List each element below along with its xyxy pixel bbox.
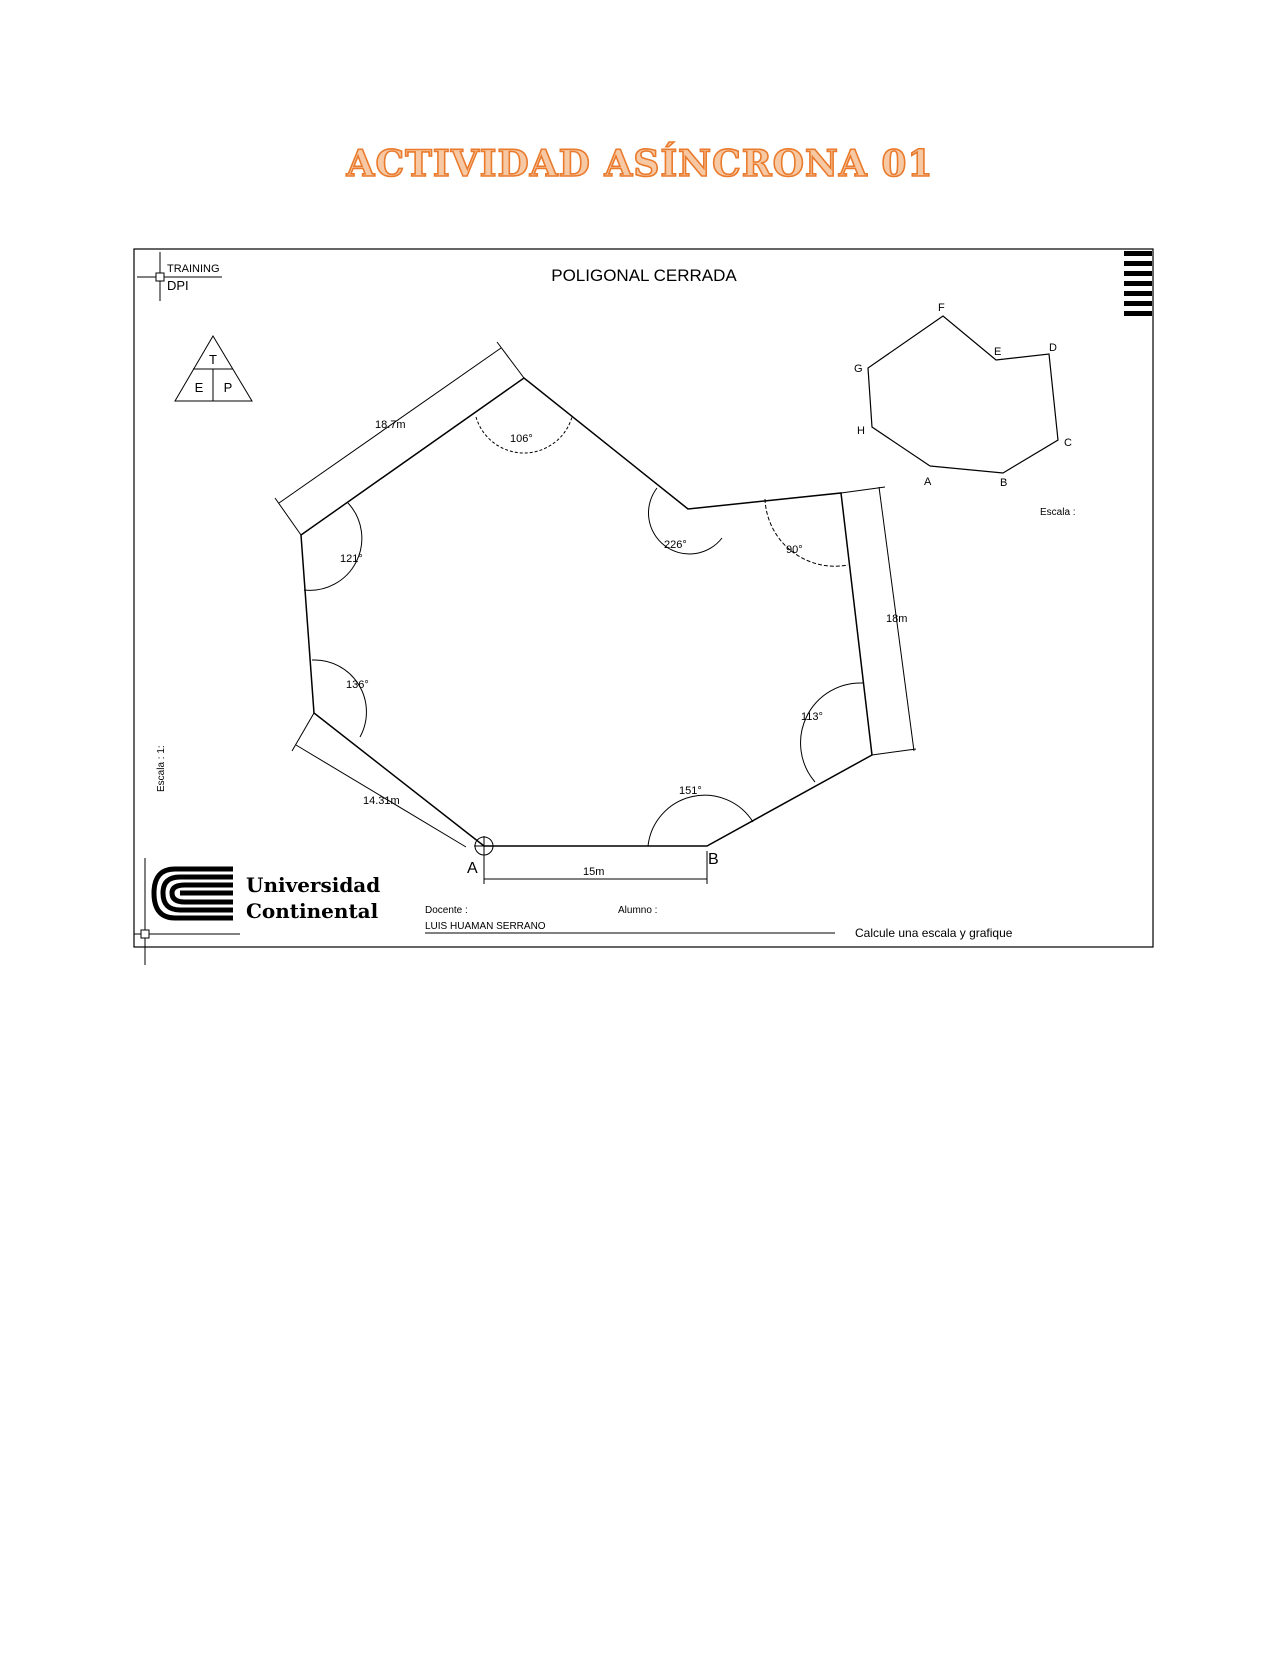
scale-left-label: Escala : 1: (156, 745, 167, 792)
angle-h: 136° (346, 679, 369, 691)
angle-e: 226° (664, 539, 687, 551)
mini-label-a: A (924, 476, 932, 488)
docente-name: LUIS HUAMAN SERRANO (425, 921, 546, 932)
university-logo (154, 869, 233, 918)
angle-arcs (304, 417, 863, 846)
alumno-label: Alumno : (618, 905, 658, 916)
mini-label-e: E (994, 346, 1002, 358)
triangle-e: E (194, 380, 204, 395)
stamp-dpi-text: DPI (167, 278, 189, 293)
logo-line-2: Continental (246, 899, 379, 923)
sheet-title: POLIGONAL CERRADA (551, 266, 737, 285)
length-gf: 18.7m (375, 419, 406, 431)
angle-f: 106° (510, 433, 533, 445)
scale-right-label: Escala : (1040, 507, 1076, 518)
training-stamp (137, 252, 222, 301)
mini-label-h: H (857, 425, 865, 437)
mini-label-g: G (854, 363, 863, 375)
angle-b: 151° (679, 785, 702, 797)
triangle-t: T (209, 352, 217, 367)
length-ab: 15m (583, 866, 605, 878)
mini-label-b: B (1000, 477, 1008, 489)
vertex-label-b: B (708, 851, 719, 868)
docente-label: Docente : (425, 905, 468, 916)
striped-block (1124, 251, 1152, 316)
document-title: ACTIVIDAD ASÍNCRONA 01 (346, 143, 934, 185)
vertex-label-a: A (467, 860, 478, 877)
angle-g: 121° (340, 553, 363, 565)
length-cd: 18m (886, 613, 908, 625)
mini-label-d: D (1049, 342, 1057, 354)
mini-label-c: C (1064, 437, 1072, 449)
angle-c: 113° (801, 711, 823, 723)
length-ah: 14.31m (363, 795, 400, 807)
mini-polygon (868, 316, 1058, 473)
start-point-marker (474, 836, 494, 856)
stamp-training-text: TRAINING (167, 263, 220, 275)
main-polygon (301, 378, 872, 846)
angle-d: 90° (786, 544, 803, 556)
tep-triangle (175, 336, 252, 401)
logo-line-1: Universidad (246, 873, 381, 897)
instruction-text: Calcule una escala y grafique (855, 926, 1013, 940)
mini-label-f: F (938, 302, 945, 314)
triangle-p: P (223, 380, 233, 395)
